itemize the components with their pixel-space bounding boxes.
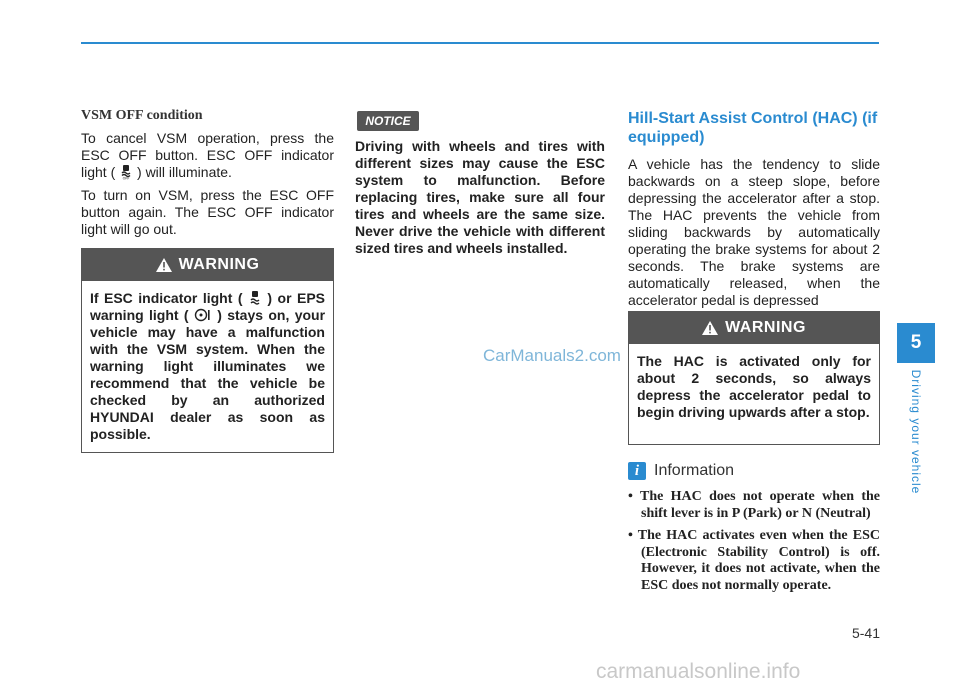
warning-text: The HAC is activated only for about 2 seconds, so always depress the accelerator pedal to begin driving upwards after a stop. <box>637 353 871 420</box>
list-item: • The HAC activates even when the ESC (Electronic Stability Control) is off. However, it does not activate, when the ESC does not normally operate. <box>628 528 880 593</box>
watermark-text: CarManuals2.com <box>483 346 621 365</box>
warning-header: WARNING <box>82 249 333 281</box>
warning-triangle-icon <box>156 258 172 272</box>
hac-title: Hill-Start Assist Control (HAC) (if equipped) <box>628 110 878 146</box>
chapter-tab: 5 <box>897 323 935 363</box>
esc-off-indicator-icon <box>119 164 133 180</box>
warning-triangle-icon <box>702 321 718 335</box>
vsm-warning-box <box>81 248 334 453</box>
information-label: Information <box>654 462 735 479</box>
warning-header: WARNING <box>629 312 879 344</box>
eps-warning-icon <box>194 307 212 323</box>
notice-badge: NOTICE <box>357 111 419 131</box>
info-icon: i <box>628 462 646 480</box>
warning-text: If ESC indicator light ( ) or EPS warning light ( ) stays on, your vehicle may have a malfunction with the VSM system. When the warning light illuminates we recommend that the vehicle be checked by an authorized HYUNDAI dealer as soon as possible. <box>90 290 326 442</box>
notice-text: Driving with wheels and tires with different sizes may cause the ESC system to malfunction. Before replacing tires, make sure all four tires and wheels are the same size. Never drive the vehicle with different sized tires and wheels installed. <box>355 138 605 256</box>
page-number: 5-41 <box>851 625 880 641</box>
column-vsm-off <box>81 108 334 244</box>
hac-paragraph: A vehicle has the tendency to slide backwards on a steep slope, before depressing the accelerator after a stop. The HAC prevents the vehicle from sliding backwards by automatically operating the brake systems for about 2 seconds. The brake systems are automatically released, when the accelerator pedal is depressed <box>628 156 880 308</box>
column-hac <box>628 109 880 315</box>
esc-indicator-icon <box>248 290 262 306</box>
hac-warning-box <box>628 311 880 445</box>
information-list <box>628 489 880 600</box>
list-item: • The HAC does not operate when the shift lever is in P (Park) or N (Neutral) <box>628 489 880 521</box>
vsm-off-paragraph-2: To turn on VSM, press the ESC OFF button again. The ESC OFF indicator light will go out. <box>81 187 334 237</box>
information-header <box>628 462 734 480</box>
footer-watermark: carmanualsonline.info <box>596 660 801 683</box>
chapter-title: Driving your vehicle <box>909 369 923 495</box>
vsm-off-paragraph-1: To cancel VSM operation, press the ESC OFF button. ESC OFF indicator light ( OFF ) will illuminate. <box>81 130 334 180</box>
svg-text:OFF: OFF <box>122 176 130 180</box>
top-rule <box>81 42 879 44</box>
vsm-off-heading: VSM OFF condition <box>81 108 203 123</box>
